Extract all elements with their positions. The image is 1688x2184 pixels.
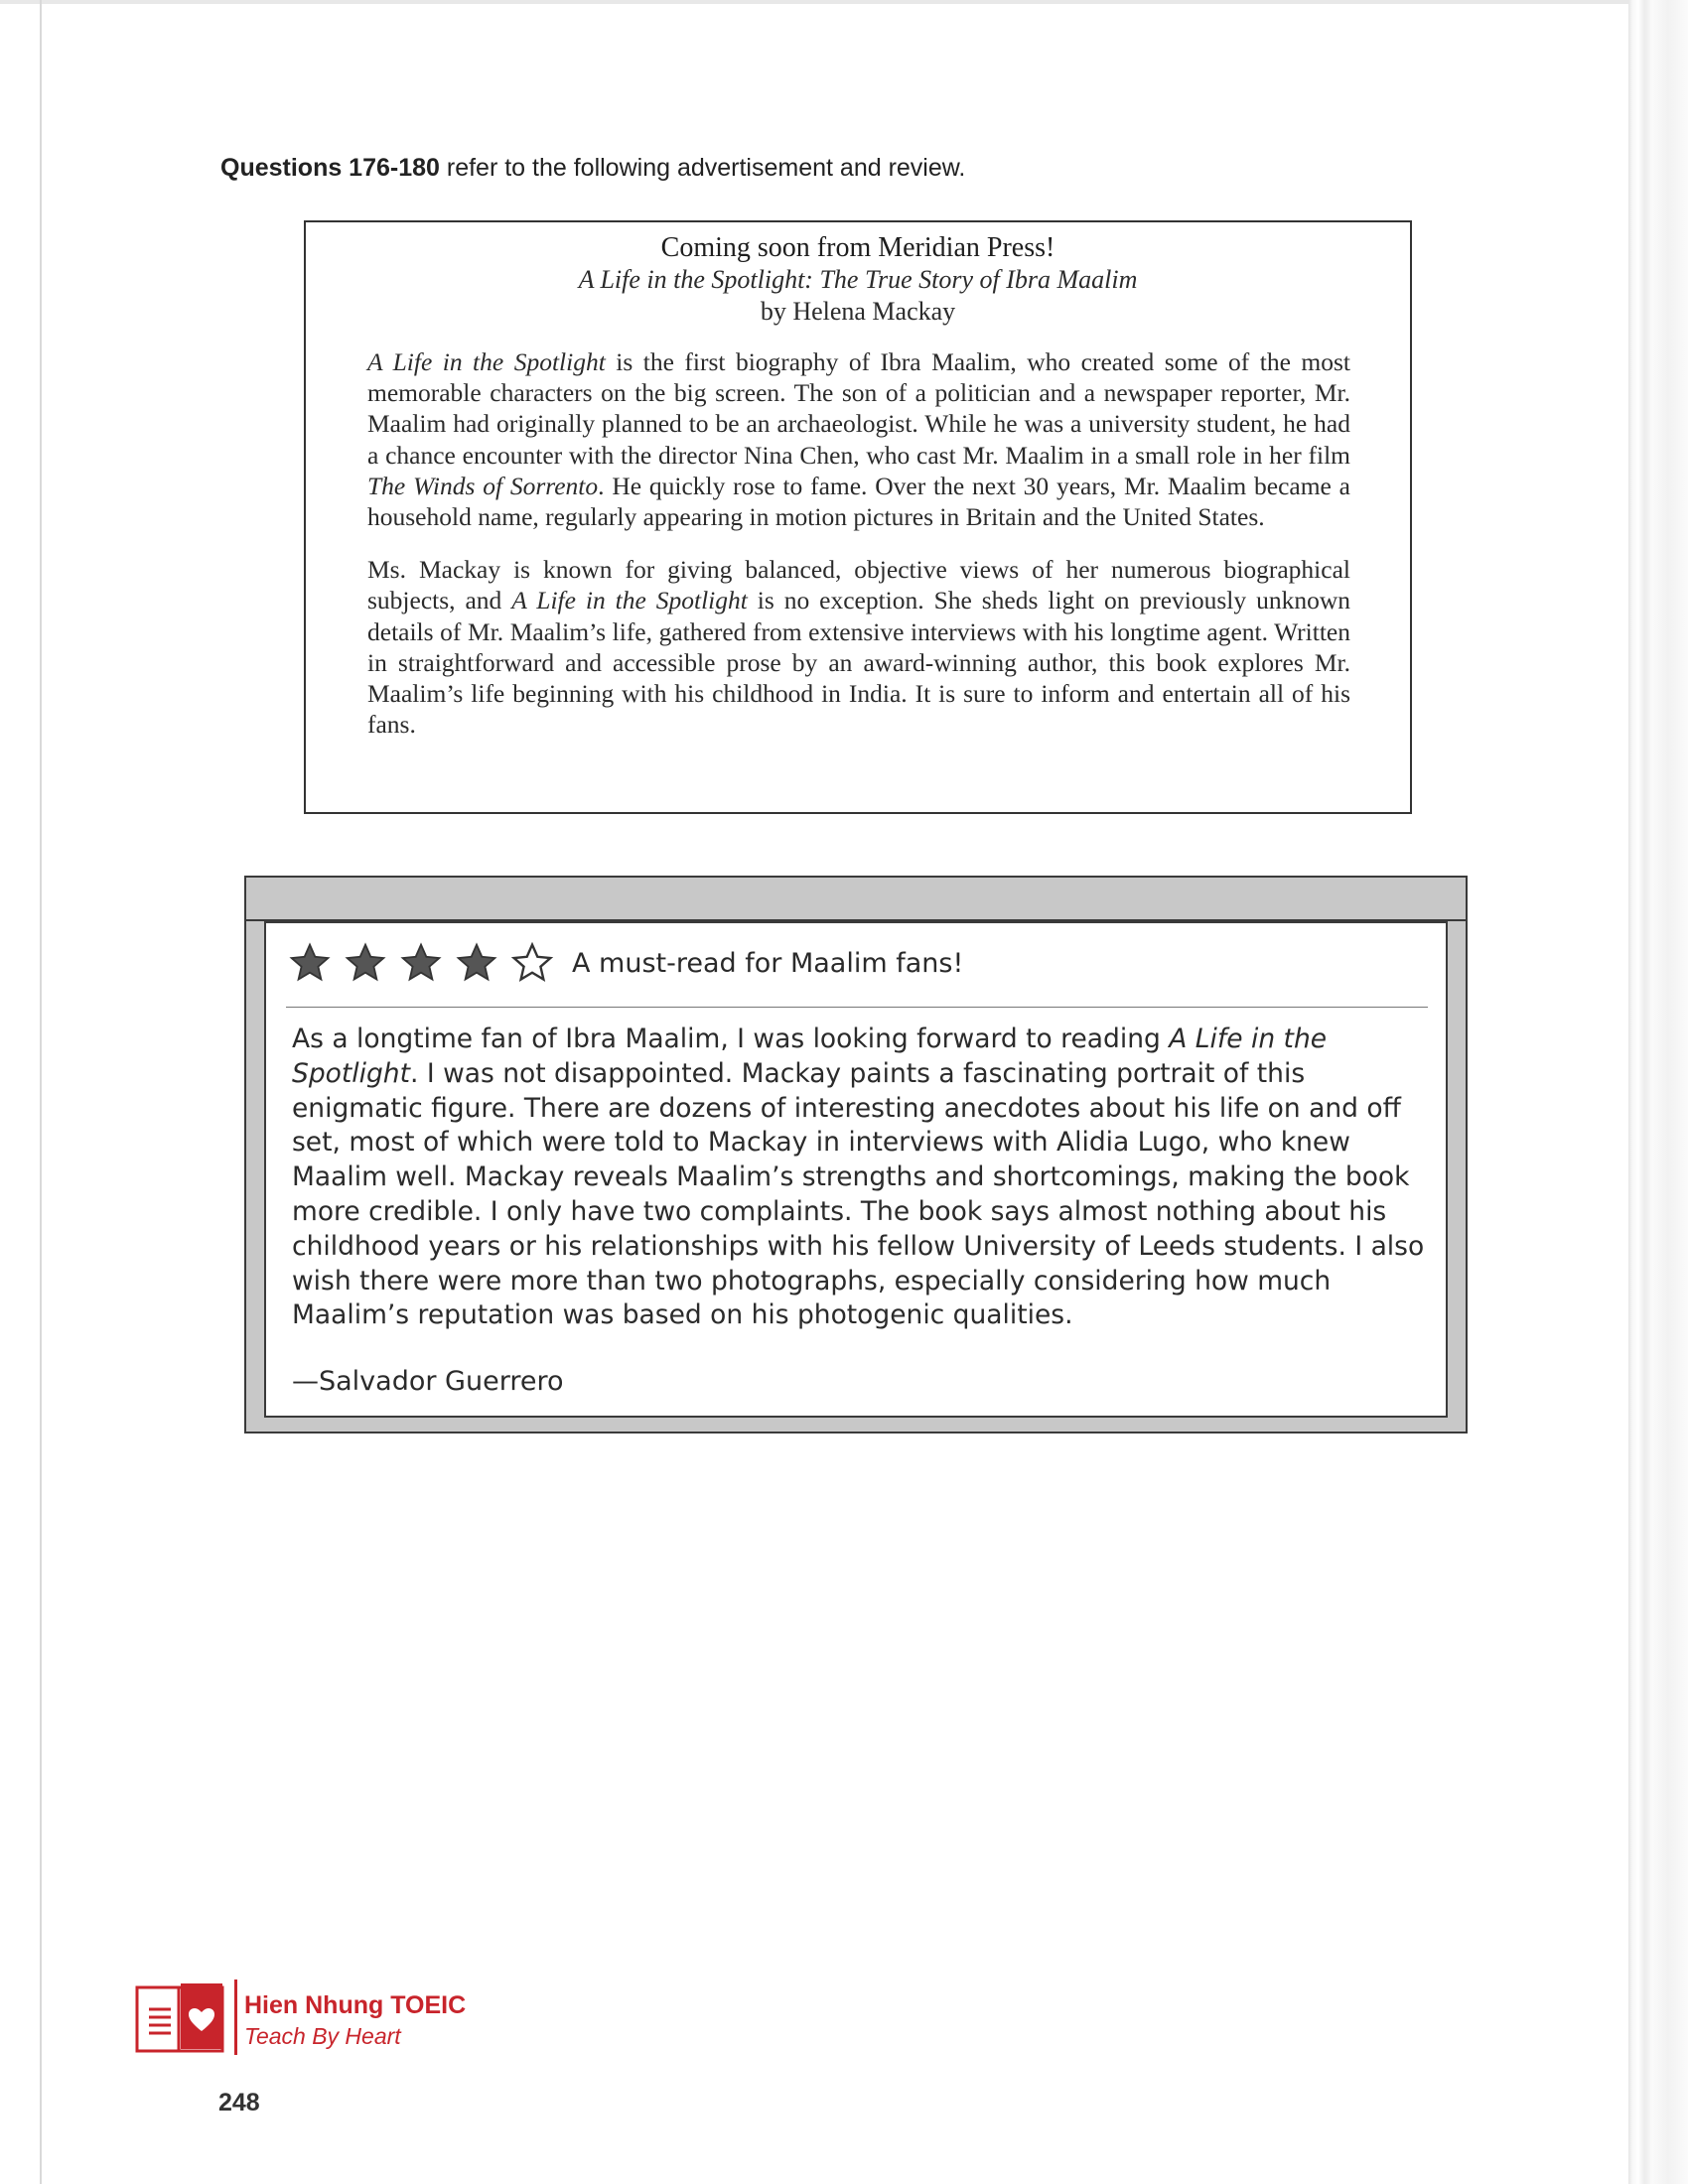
- advertisement-paragraph-1: [367, 346, 1350, 532]
- book-heart-logo-icon: [135, 1981, 226, 2055]
- book-title-italic: A Life in the Spotlight: [292, 1024, 1328, 1089]
- advertisement-heading: [306, 222, 1410, 328]
- question-header: [220, 154, 965, 183]
- advertisement-body: [367, 346, 1350, 761]
- review-text: [292, 1023, 1434, 1333]
- advertisement-box: [304, 220, 1412, 814]
- star-filled-icon: [455, 941, 498, 985]
- book-title-italic: A Life in the Spotlight: [511, 586, 748, 615]
- review-body: [292, 1023, 1434, 1333]
- brand-name: Hien Nhung TOEIC: [244, 1991, 467, 2019]
- star-filled-icon: [399, 941, 443, 985]
- review-text-b: . I was not disappointed. Mackay paints a fascinating portrait of this enigmatic figure. There are dozens of interesting anecdotes about his life on and off set, most of which were told to Mackay in interviews with Alidia Lugo, who knew Maalim well. Mackay reveals Maalim’s strengths and shortcomings, making the book more credible. I only have two complaints. The book says almost nothing about his childhood years or his relationships with his fellow University of Leeds students. I also wish there were more than two photographs, especially considering how much Maalim’s reputation was based on his photogenic qualities.: [292, 1057, 1425, 1331]
- advertisement-author: by Helena Mackay: [760, 297, 956, 326]
- star-filled-icon: [288, 941, 332, 985]
- page-top-edge: [0, 0, 1688, 4]
- advertisement-book-title: A Life in the Spotlight: The True Story of Ibra Maalim: [578, 265, 1138, 294]
- film-title-italic: The Winds of Sorrento: [367, 471, 599, 500]
- review-text-a: As a longtime fan of Ibra Maalim, I was looking forward to reading: [292, 1024, 1170, 1054]
- book-title-italic: A Life in the Spotlight: [367, 347, 606, 376]
- advertisement-paragraph-2-text-a: Ms. Mackay is known for giving balanced, objective views of her numerous biographical subjects, and: [367, 555, 1350, 615]
- question-header-text: refer to the following advertisement and review.: [439, 154, 966, 182]
- brand-tagline: Teach By Heart: [244, 2023, 401, 2049]
- page-left-edge: [40, 0, 42, 2184]
- logo-divider: [234, 1979, 237, 2055]
- advertisement-paragraph-1-text-a: is the first biography of Ibra Maalim, who created some of the most memorable characters on the big screen. The son of a politician and a newspaper reporter, Mr. Maalim had originally planned to be an archaeologist. While he was a university student, he had a chance encounter with the director Nina Chen, who cast Mr. Maalim in a small role in her film: [367, 347, 1350, 470]
- advertisement-paragraph-2: [367, 554, 1350, 740]
- star-empty-icon: [510, 941, 554, 985]
- page-right-edge: [1628, 0, 1688, 2184]
- review-title: A must-read for Maalim fans!: [572, 947, 964, 979]
- review-card: [264, 921, 1448, 1418]
- rating-row: [288, 941, 963, 985]
- advertisement-headline: Coming soon from Meridian Press!: [660, 232, 1055, 263]
- review-divider: [286, 1007, 1428, 1008]
- page-number: 248: [218, 2089, 260, 2116]
- question-number-label: Questions 176-180: [220, 154, 440, 182]
- star-filled-icon: [344, 941, 387, 985]
- advertisement-paragraph-1-text-b: . He quickly rose to fame. Over the next 30 years, Mr. Maalim became a household name, regularly appearing in motion pictures in Britain and the United States.: [367, 471, 1350, 532]
- review-frame: [244, 876, 1468, 1433]
- advertisement-paragraph-2-text-b: is no exception. She sheds light on previously unknown details of Mr. Maalim’s life, gathered from extensive interviews with his longtime agent. Written in straightforward and accessible prose by an award-winning author, this book explores Mr. Maalim’s life beginning with his childhood in India. It is sure to inform and entertain all of his fans.: [367, 586, 1350, 740]
- review-signature: —Salvador Guerrero: [292, 1366, 564, 1397]
